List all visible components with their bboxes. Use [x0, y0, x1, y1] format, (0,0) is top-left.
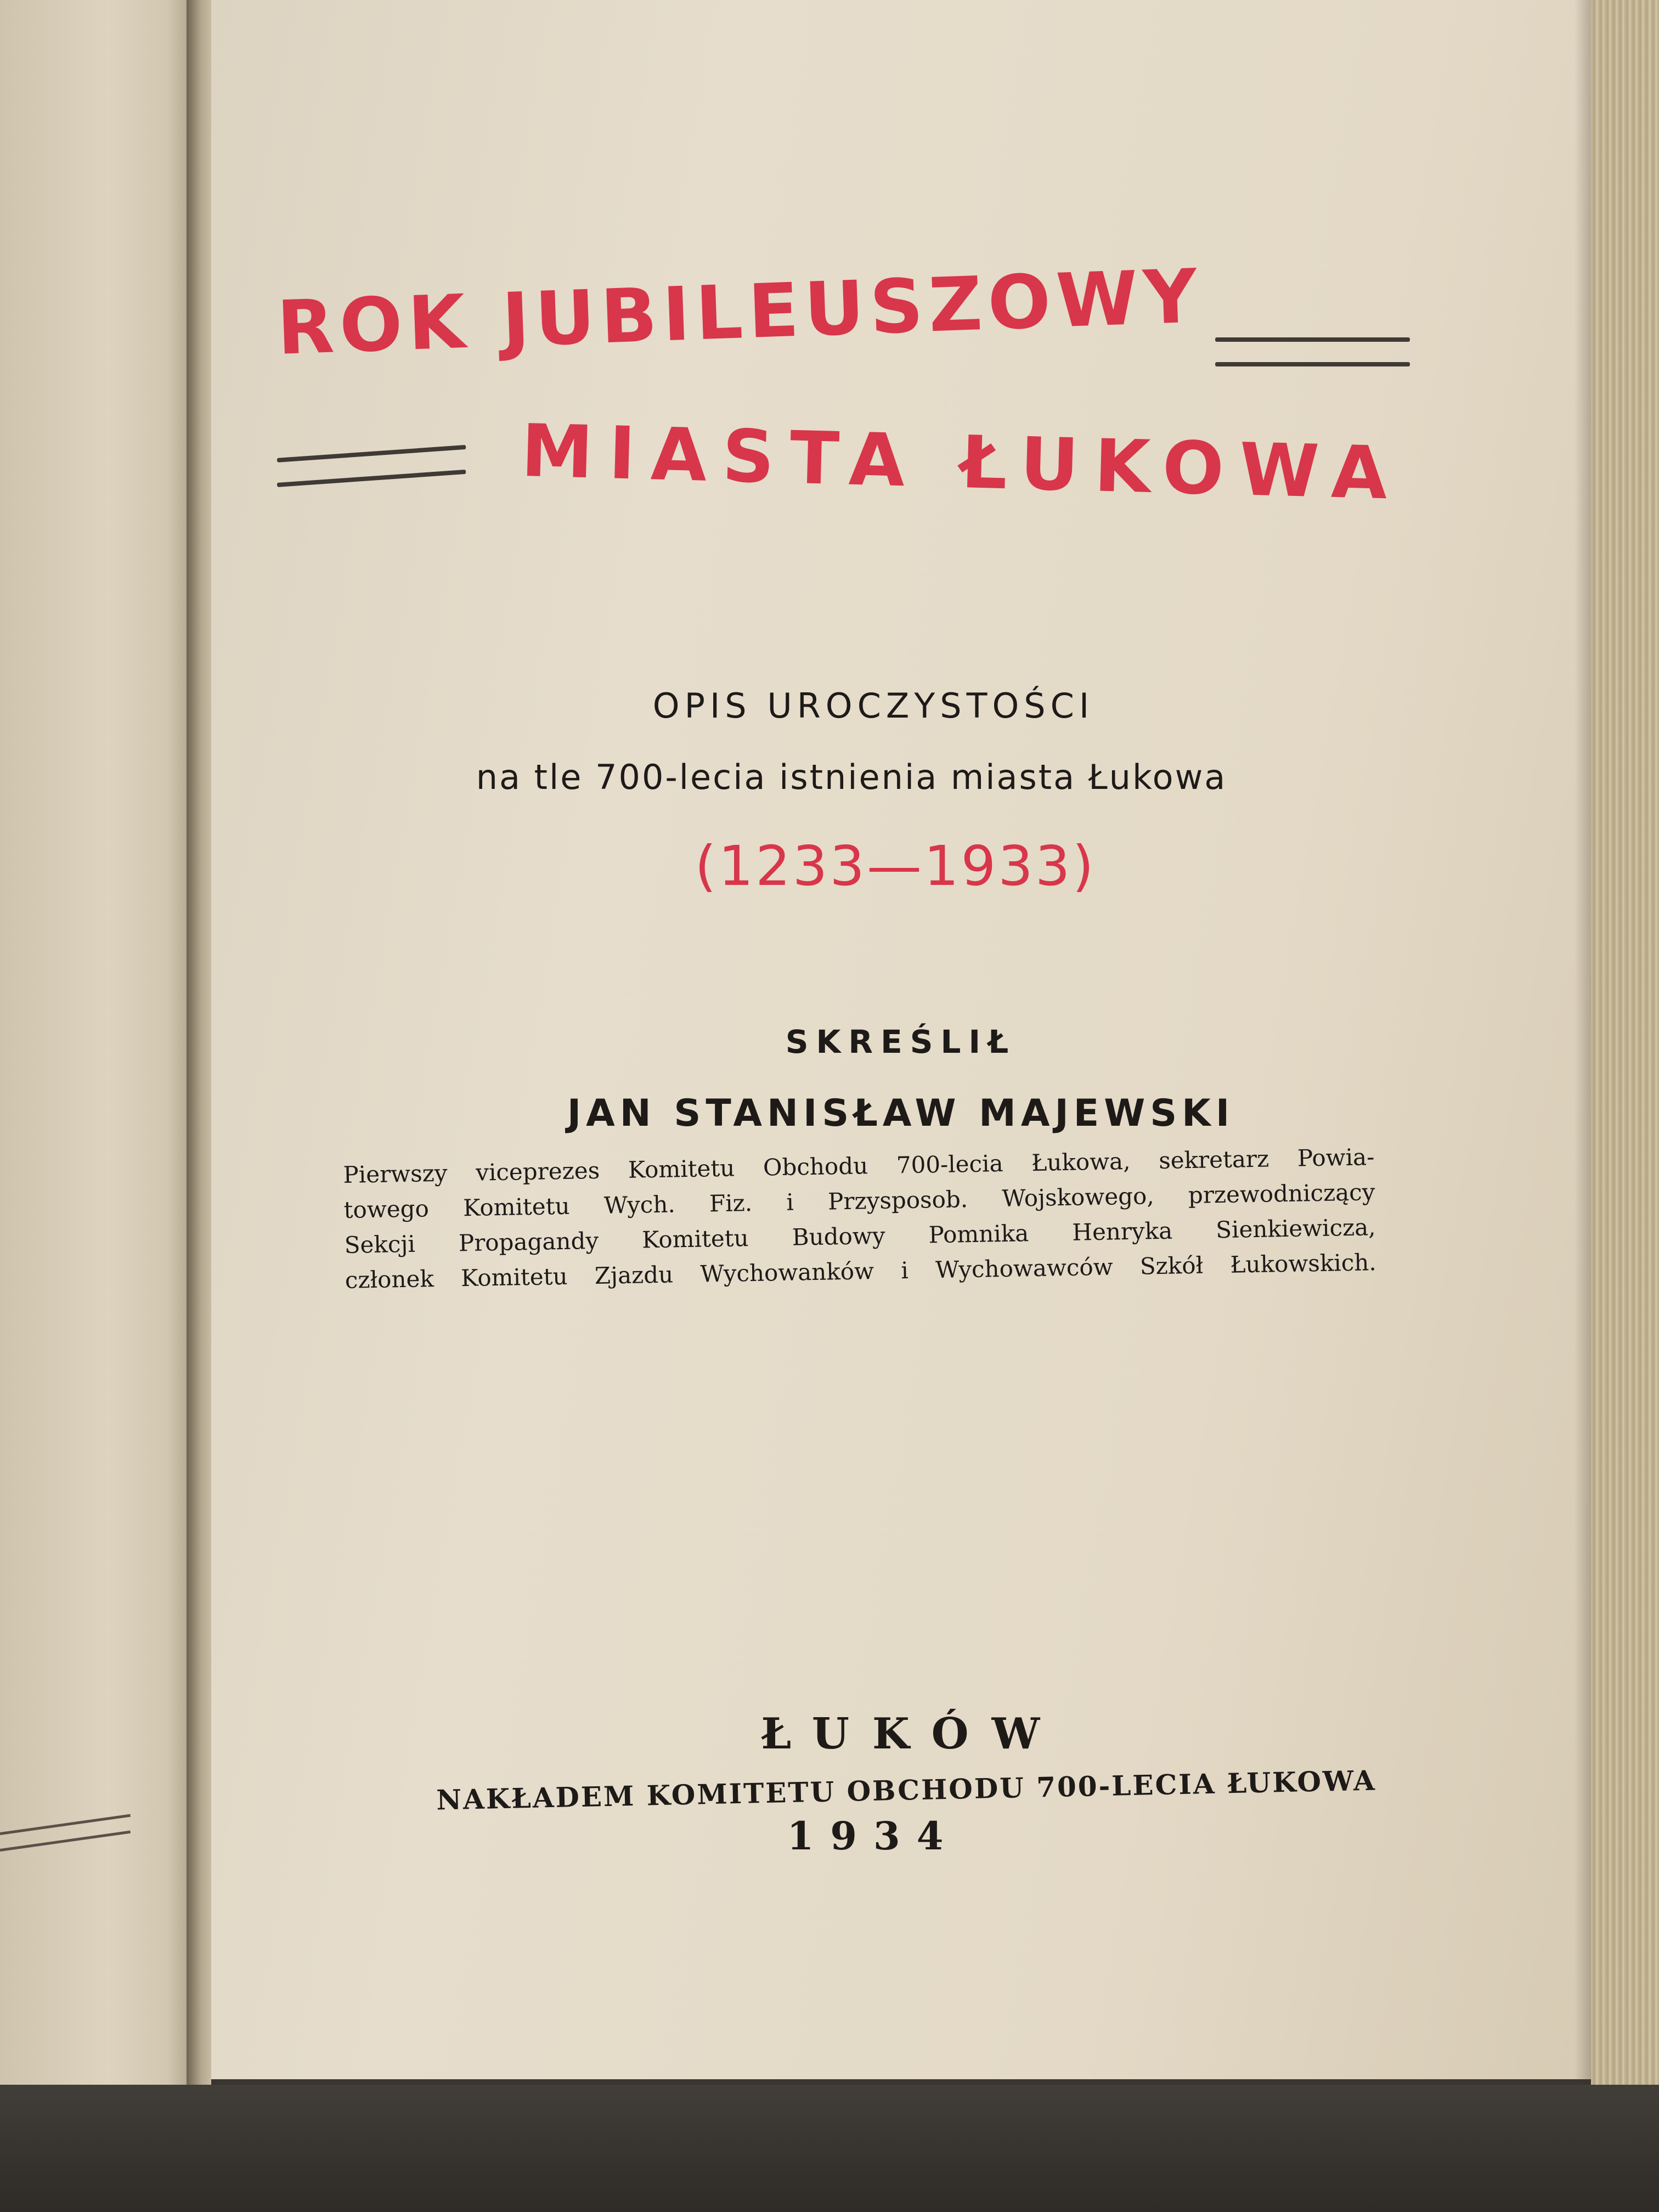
title-line-2: MIASTA ŁUKOWA	[520, 409, 1404, 517]
description-line: członek Komitetu Zjazdu Wychowanków i Wychowawców Szkół Łukowskich.	[345, 1249, 1377, 1294]
byline-label: SKREŚLIŁ	[785, 1023, 1017, 1060]
title-rule-right-top	[1215, 337, 1410, 342]
author-description	[343, 1139, 1376, 1298]
title-line-1: ROK JUBILEUSZOWY	[275, 253, 1204, 371]
imprint-year: 1934	[787, 1813, 960, 1859]
description-line: Pierwszy viceprezes Komitetu Obchodu 700-lecia Łukowa, sekretarz Powia-	[343, 1143, 1375, 1188]
title-rule-right-bottom	[1215, 362, 1410, 366]
subtitle-context: na tle 700-lecia istnienia miasta Łukowa	[476, 757, 1227, 797]
subtitle-dates: (1233—1933)	[695, 834, 1096, 898]
imprint-publisher: NAKŁADEM KOMITETU OBCHODU 700-LECIA ŁUKOWA	[436, 1764, 1377, 1816]
subtitle-opis: OPIS UROCZYSTOŚCI	[652, 686, 1094, 726]
imprint-city: ŁUKÓW	[760, 1709, 1063, 1759]
description-line: towego Komitetu Wych. Fiz. i Przysposob. Wojskowego, przewodniczący	[343, 1178, 1375, 1223]
author-name: JAN STANISŁAW MAJEWSKI	[567, 1092, 1235, 1135]
description-line: Sekcji Propagandy Komitetu Budowy Pomnika Henryka Sienkiewicza,	[344, 1214, 1376, 1259]
